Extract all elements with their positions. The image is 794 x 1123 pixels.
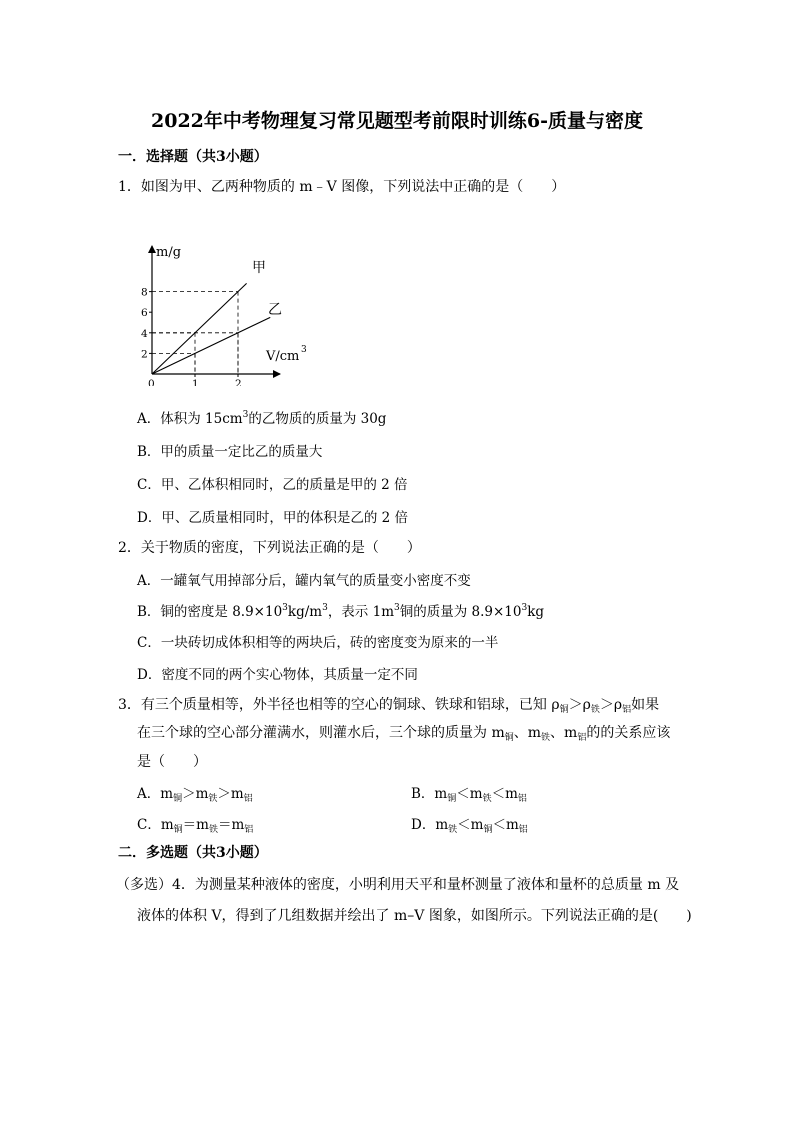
question-1-stem: 1．如图为甲、乙两种物质的 m﹣V 图像，下列说法中正确的是（ ） — [118, 179, 566, 195]
series-label-yi: 乙 — [268, 302, 282, 318]
q1-option-d[interactable]: D．甲、乙质量相同时，甲的体积是乙的 2 倍 — [137, 510, 408, 526]
y-tick-6: 6 — [141, 307, 148, 320]
q2-option-d[interactable]: D．密度不同的两个实心物体，其质量一定不同 — [137, 667, 418, 683]
m-v-graph — [136, 238, 316, 386]
question-3-line-2: 在三个球的空心部分灌满水，则灌水后，三个球的质量为 $m_铜$、$m_铁$、$m_铝$的的关系应该 — [137, 725, 671, 743]
question-2-stem: 2．关于物质的密度，下列说法正确的是（ ） — [118, 540, 421, 556]
x-tick-0: 0 — [148, 378, 155, 386]
y-axis-label: m/g — [156, 245, 182, 260]
page-title: 2022年中考物理复习常见题型考前限时训练6-质量与密度 — [151, 110, 643, 132]
series-line-jia — [152, 283, 247, 374]
question-3-line-1: 3．有三个质量相等，外半径也相等的空心的铜球、铁球和铝球，已知 $\rho_铜>\rho_铁>\rho_铝$如果 — [118, 697, 660, 715]
series-lines — [152, 283, 270, 374]
q2-option-c[interactable]: C．一块砖切成体积相等的两块后，砖的密度变为原来的一半 — [137, 635, 499, 651]
x-tick-1: 1 — [192, 378, 199, 386]
x-axis-label-sup: 3 — [301, 345, 307, 355]
q1-option-b[interactable]: B．甲的质量一定比乙的质量大 — [137, 444, 323, 460]
series-line-yi — [152, 317, 270, 374]
x-tick-2: 2 — [235, 378, 242, 386]
question-3-line-3: 是（ ） — [137, 754, 207, 770]
y-tick-8: 8 — [141, 286, 148, 299]
y-tick-2: 2 — [141, 348, 148, 361]
q3-option-a[interactable]: A．$m_铜>m_铁>m_铝$ — [137, 786, 253, 804]
q2-option-a[interactable]: A．一罐氧气用掉部分后，罐内氧气的质量变小密度不变 — [137, 573, 471, 589]
q3-option-b[interactable]: B．$m_铜<m_铁<m_铝$ — [411, 786, 527, 804]
section-heading-choice: 一．选择题（共3小题） — [118, 149, 268, 165]
x-axis-label: V/cm — [266, 349, 300, 364]
question-4-line-2: 液体的体积 V，得到了几组数据并绘出了 m–V 图象，如图所示。下列说法正确的是( ) — [137, 908, 692, 924]
y-tick-4: 4 — [141, 327, 148, 340]
q3-option-c[interactable]: C．$m_铜=m_铁=m_铝$ — [137, 817, 254, 835]
q2-option-b[interactable]: B．铜的密度是 $8.9\times 10^3kg/m^3$，表示 $1m^3$铜的质量为 $8.9\times 10^3kg$ — [137, 603, 545, 620]
q1-option-a[interactable]: A．体积为 $15cm^3$的乙物质的质量为 30g — [137, 410, 387, 427]
q3-option-d[interactable]: D．$m_铁<m_铜<m_铝$ — [411, 817, 528, 835]
section-heading-multi: 二．多选题（共3小题） — [118, 845, 268, 861]
q1-option-c[interactable]: C．甲、乙体积相同时，乙的质量是甲的 2 倍 — [137, 477, 408, 493]
question-4-line-1: （多选）4．为测量某种液体的密度，小明利用天平和量杯测量了液体和量杯的总质量 m 及 — [116, 877, 680, 893]
series-label-jia: 甲 — [252, 260, 266, 276]
